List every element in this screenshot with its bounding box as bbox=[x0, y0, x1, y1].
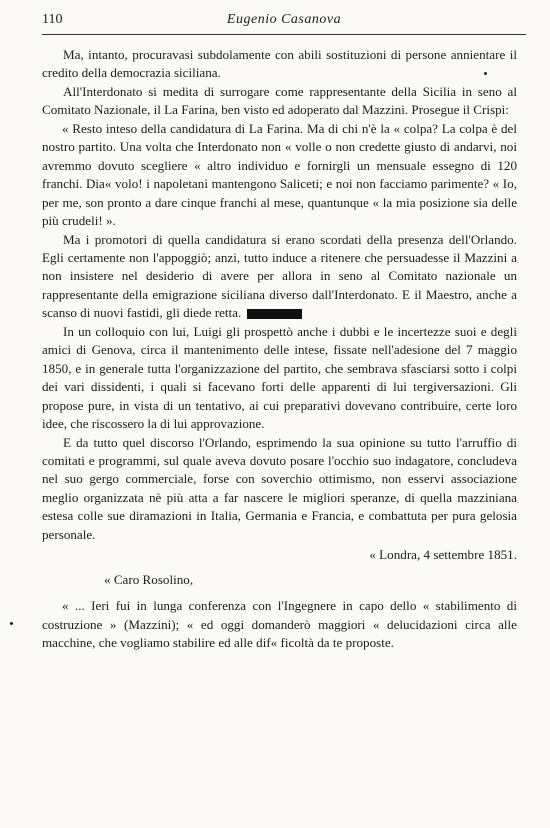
paragraph-4: In un colloquio con lui, Luigi gli prospettò anche i dubbi e le incertezze suoi e degli amici di Genova, circa il mantenimento delle intese, fissate nell'adesione del 7 maggio 1850, e in generale tutta l'organizzazione del partito, che sembrava sfasciarsi sotto i colpi dei vari dissidenti, i quali si facevano forti delle apparenti di lui tergiversazioni. Gli propose pure, in vista di un tentativo, ai cui preparativi dovevano contribuire, certe loro idee, che riscossero la di lui approvazione. bbox=[42, 323, 517, 432]
running-head: Eugenio Casanova bbox=[226, 12, 342, 27]
page-number: 110 bbox=[42, 12, 63, 27]
margin-dot bbox=[484, 72, 487, 75]
letter-body: « ... Ieri fui in lunga conferenza con l'Ingegnere in capo dello « stabilimento di costruzione » (Mazzini); « ed oggi domanderò maggiori « delucidazioni circa alle macchine, che vogliamo stabilire ed alle dif« ficoltà da te proposte. bbox=[42, 598, 517, 651]
ink-blot-mark bbox=[247, 309, 302, 319]
paragraph-3 bbox=[42, 231, 517, 323]
paragraph-1: Ma, intanto, procuravasi subdolamente con abili sostituzioni di persone annientare il credito della democrazia siciliana. bbox=[42, 47, 517, 81]
page-header bbox=[42, 12, 526, 35]
paragraph-2: All'Interdonato si medita di surrogare come rappresentante della Sicilia in seno al Comitato Nazionale, il La Farina, ben visto ed adoperato dal Mazzini. Prosegue il Crispi: bbox=[42, 83, 517, 118]
body-text bbox=[42, 46, 517, 653]
crispi-quotation: « Resto inteso della candidatura di La Farina. Ma di chi n'è la « colpa? La colpa è del nostro partito. Una volta che Interdonato non « volle o non credette giusto di andarvi, noi avremmo dovuto scegliere « altro individuo e fornirgli un mensuale essegno di 120 franchi. Dia« volo! i napoletani mantengono Saliceti; e noi non facciamo parimente? « Io, per me, son pronto a dare cinque franchi al mese, quantunque « la mia posizione sia delle più crudeli! ». bbox=[42, 120, 517, 229]
paragraph-5: E da tutto quel discorso l'Orlando, esprimendo la sua opinione su tutto l'arruffio di comitati e programmi, sul quale aveva dovuto posare l'occhio suo indagatore, concludeva nel suo gergo commerciale, forse con soverchio ottimismo, non esservi associazione meglio organizzata nè più atta a far nascere le migliori speranze, di quella mazziniana estesa colle sue diramazioni in Italia, Germania e Francia, e combattuta per pura gelosia personale. bbox=[42, 434, 517, 542]
margin-dot bbox=[10, 622, 13, 625]
letter-dateline: « Londra, 4 settembre 1851. bbox=[369, 547, 517, 563]
letter-salutation: « Caro Rosolino, bbox=[104, 571, 194, 587]
paragraph-3-text: Ma i promotori di quella candidatura si erano scordati della presenza dell'Orlando. Egli certamente non l'appoggiò; anzi, tutto induce a ritenere che persuadesse il Mazzini a non insistere nel desiderio di avere per allora in seno al Comitato nazionale un rappresentante della emigrazione siciliana diverso dall'Interdonato. E il Maestro, anche a scanso di nuovi fastidi, gli diede retta. bbox=[42, 231, 517, 321]
